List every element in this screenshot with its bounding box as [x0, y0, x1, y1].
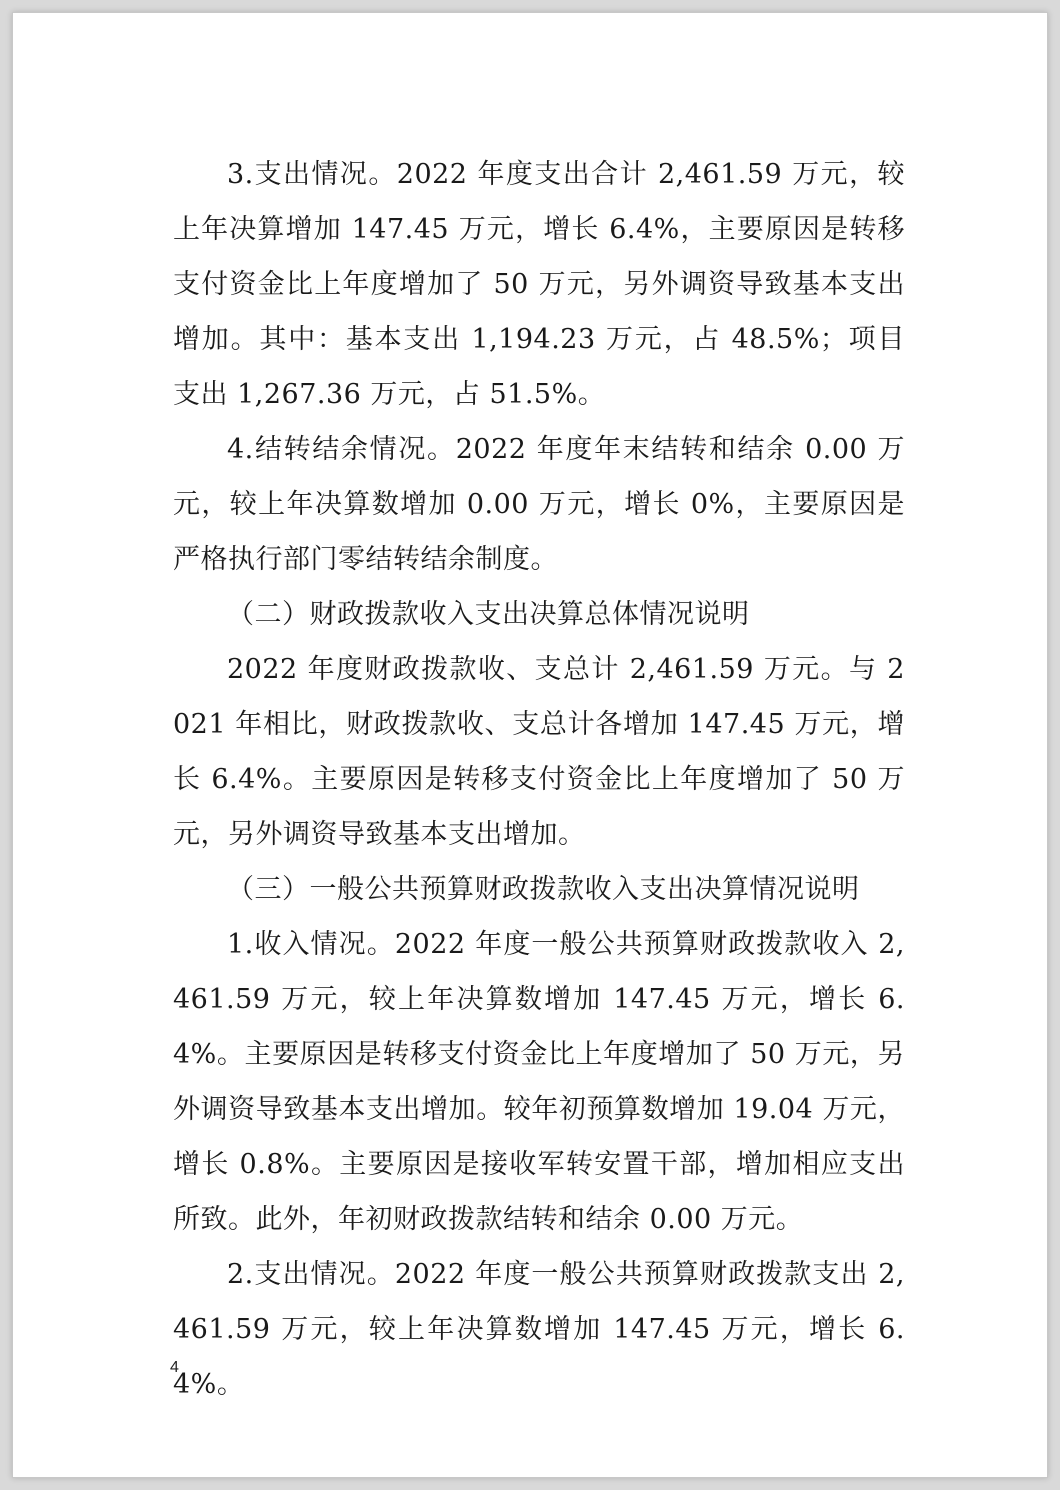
paragraph-fiscal-appropriation-total: 2022 年度财政拨款收、支总计 2,461.59 万元。与 2021 年相比，财政拨款收、支总计各增加 147.45 万元，增长 6.4%。主要原因是转移支付资金比上年度增加了 50 万元，另外调资导致基本支出增加。	[173, 654, 905, 850]
paragraph-expenditure: 3.支出情况。2022 年度支出合计 2,461.59 万元，较上年决算增加 147.45 万元，增长 6.4%，主要原因是转移支付资金比上年度增加了 50 万元，另外调资导致基本支出增加。其中：基本支出 1,194.23 万元，占 48.5%；项目支出 1,267.36 万元，占 51.5%。	[173, 159, 905, 410]
paragraph-budget-expenditure: 2.支出情况。2022 年度一般公共预算财政拨款支出 2,461.59 万元，较上年决算数增加 147.45 万元，增长 6.4%。	[173, 1259, 905, 1400]
section-heading-general-public-budget: （三）一般公共预算财政拨款收入支出决算情况说明	[227, 874, 860, 905]
page-number: 4	[170, 1359, 179, 1376]
document-body	[173, 147, 905, 1412]
paragraph-carryover: 4.结转结余情况。2022 年度年末结转和结余 0.00 万元，较上年决算数增加 0.00 万元，增长 0%，主要原因是严格执行部门零结转结余制度。	[173, 434, 905, 575]
document-page	[12, 12, 1048, 1478]
section-heading-fiscal-appropriation: （二）财政拨款收入支出决算总体情况说明	[227, 599, 750, 630]
paragraph-income: 1.收入情况。2022 年度一般公共预算财政拨款收入 2,461.59 万元，较上年决算数增加 147.45 万元，增长 6.4%。主要原因是转移支付资金比上年度增加了 50 万元，另外调资导致基本支出增加。较年初预算数增加 19.04 万元，增长 0.8%。主要原因是接收军转安置干部，增加相应支出所致。此外，年初财政拨款结转和结余 0.00 万元。	[173, 929, 905, 1235]
